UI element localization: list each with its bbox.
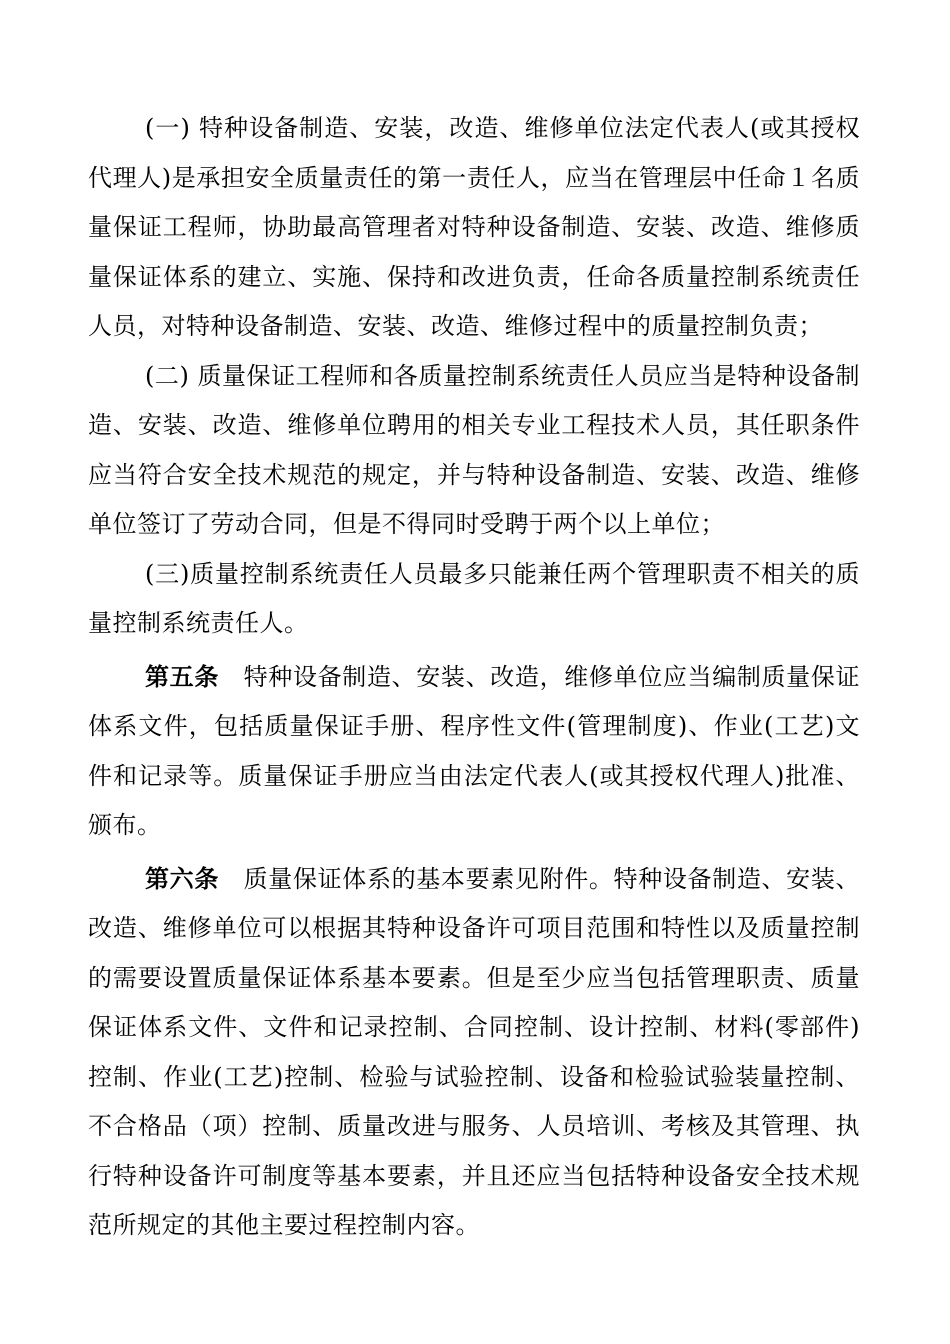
- paragraph-text: (二) 质量保证工程师和各质量控制系统责任人员应当是特种设备制造、安装、改造、维修单位聘用的相关专业工程技术人员，其任职条件应当符合安全技术规范的规定，并与特种设备制造、安装、改造、维修单位签订了劳动合同，但是不得同时受聘于两个以上单位；: [88, 361, 860, 538]
- paragraph-item-2: [88, 352, 860, 550]
- article-six: [88, 855, 860, 1251]
- paragraph-item-3: [88, 550, 860, 649]
- article-text: 质量保证体系的基本要素见附件。特种设备制造、安装、改造、维修单位可以根据其特种设备许可项目范围和特性以及质量控制的需要设置质量保证体系基本要素。但是至少应当包括管理职责、质量保证体系文件、文件和记录控制、合同控制、设计控制、材料(零部件)控制、作业(工艺)控制、检验与试验控制、设备和检验试验装量控制、不合格品（项）控制、质量改进与服务、人员培训、考核及其管理、执行特种设备许可制度等基本要素，并且还应当包括特种设备安全技术规范所规定的其他主要过程控制内容。: [88, 864, 861, 1239]
- document-page: [88, 104, 860, 1251]
- article-text: 特种设备制造、安装、改造，维修单位应当编制质量保证体系文件，包括质量保证手册、程序性文件(管理制度)、作业(工艺)文件和记录等。质量保证手册应当由法定代表人(或其授权代理人)批准、颁布。: [88, 662, 861, 839]
- paragraph-item-1: [88, 104, 860, 352]
- paragraph-text: (一) 特种设备制造、安装，改造、维修单位法定代表人(或其授权代理人)是承担安全质量责任的第一责任人，应当在管理层中任命１名质量保证工程师，协助最高管理者对特种设备制造、安装、改造、维修质量保证体系的建立、实施、保持和改进负责，任命各质量控制系统责任人员，对特种设备制造、安装、改造、维修过程中的质量控制负责；: [88, 114, 860, 340]
- article-label: 第六条: [145, 864, 219, 893]
- paragraph-text: (三)质量控制系统责任人员最多只能兼任两个管理职责不相关的质量控制系统责任人。: [88, 559, 860, 637]
- article-label: 第五条: [145, 662, 219, 691]
- article-five: [88, 653, 860, 851]
